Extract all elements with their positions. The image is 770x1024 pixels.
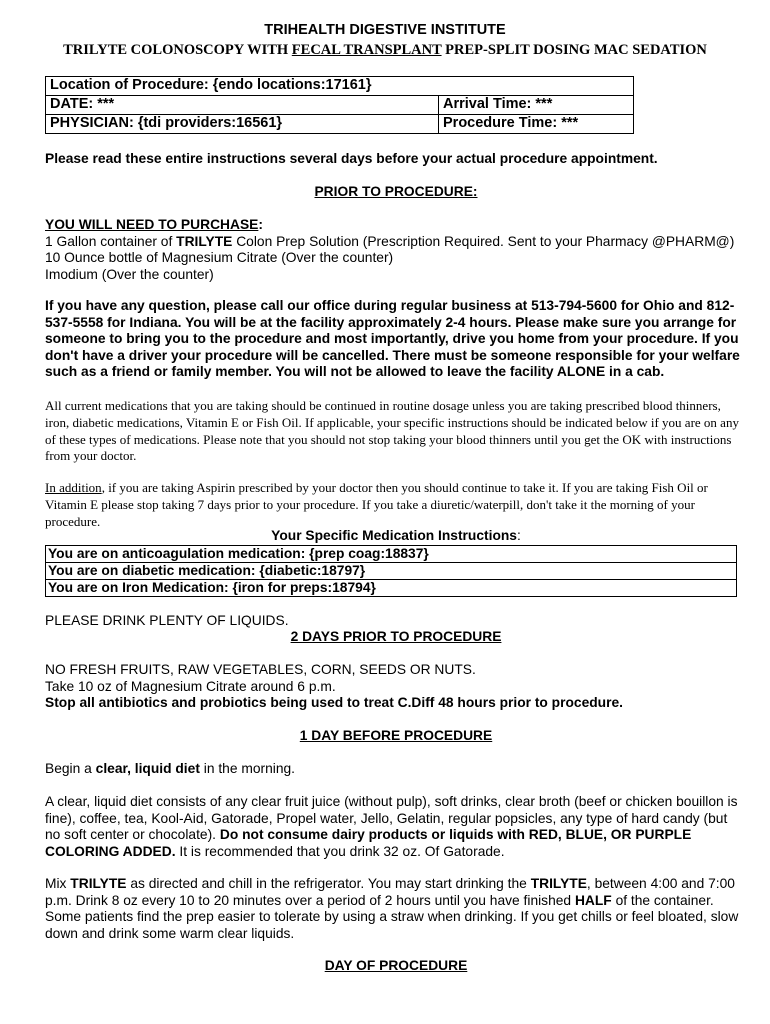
purchase-section <box>45 217 742 283</box>
specific-heading <box>0 528 770 543</box>
location-cell: Location of Procedure: {endo locations:17161} <box>46 77 634 96</box>
specific-heading-colon: : <box>516 528 521 543</box>
one-day-heading: 1 DAY BEFORE PROCEDURE <box>299 728 493 743</box>
subtitle-part: PREP-SPLIT DOSING MAC SEDATION <box>441 42 707 58</box>
mix-emphasis: HALF <box>574 892 612 908</box>
purchase-item: 10 Ounce bottle of Magnesium Citrate (Over the counter) <box>45 250 394 265</box>
purchase-heading-colon: : <box>258 217 263 232</box>
med-row: You are on anticoagulation medication: {prep coag:18837} <box>46 546 737 563</box>
clear-diet-text: A clear, liquid diet consists of any clear fruit juice (without pulp), soft drinks, clear broth (beef or chicken bouillon is fine), coffee, tea, Kool-Aid, Gatorade, Propel water, Jello, Gelatin, regular popsicles, any type of hard candy (but no soft center or chocolate). <box>45 794 738 842</box>
physician-cell: PHYSICIAN: {tdi providers:16561} <box>46 115 439 134</box>
mix-text: as directed and chill in the refrigerator. You may start drinking the <box>126 876 531 891</box>
mix-brand: TRILYTE <box>530 876 587 891</box>
arrival-time-cell: Arrival Time: *** <box>439 96 634 115</box>
med-row: You are on diabetic medication: {diabetic:18797} <box>46 563 737 580</box>
purchase-item-brand: TRILYTE <box>176 233 233 249</box>
mix-brand: TRILYTE <box>70 876 127 891</box>
medications-paragraph: All current medications that you are taking should be continued in routine dosage unless you are taking prescribed blood thinners, iron, diabetic medications, Vitamin E or Fish Oil. If applicable, your specific instructions should be indicated below if you are on any of these types of medications. Please note that you should not stop taking your blood thinners until you get the OK with instructions from your doctor. <box>45 398 739 464</box>
mix-paragraph <box>45 876 742 942</box>
contact-paragraph: If you have any question, please call our office during regular business at 513-794-5600 for Ohio and 812-537-5558 for Indiana. You will be at the facility approximately 2-4 hours. Please make sure you arrange for someone to bring you to the procedure and most importantly, drive you home from your procedure. If you don't have a driver your procedure will be cancelled. There must be someone responsible for your welfare such as a friend or family member. You will not be allowed to leave the facility ALONE in a cab. <box>45 298 740 379</box>
specific-heading-text: Your Specific Medication Instructions <box>271 528 517 543</box>
purchase-item <box>45 234 742 251</box>
addition-text: , if you are taking Aspirin prescribed by your doctor then you should continue to take it. If you are taking Fish Oil or Vitamin E please stop taking 7 days prior to your procedure. If you take a diuretic/waterpill, don't take it the morning of your procedure. <box>45 480 708 529</box>
two-days-line: Stop all antibiotics and probiotics being used to treat C.Diff 48 hours prior to procedure. <box>45 695 623 710</box>
subtitle-emphasis: FECAL TRANSPLANT <box>291 42 442 58</box>
prior-heading: PRIOR TO PROCEDURE: <box>314 184 478 199</box>
two-days-line: Take 10 oz of Magnesium Citrate around 6 p.m. <box>45 678 336 694</box>
begin-diet <box>45 761 742 778</box>
purchase-item: Imodium (Over the counter) <box>45 266 214 282</box>
document-title: TRIHEALTH DIGESTIVE INSTITUTE <box>264 22 506 38</box>
document-subtitle <box>0 42 770 59</box>
clear-diet-text: It is recommended that you drink 32 oz. Of Gatorade. <box>175 843 505 859</box>
purchase-heading <box>45 217 742 234</box>
read-notice: Please read these entire instructions several days before your actual procedure appointment. <box>45 151 658 166</box>
two-days-heading: 2 DAYS PRIOR TO PROCEDURE <box>290 629 502 644</box>
day-of-heading: DAY OF PROCEDURE <box>324 958 468 973</box>
med-row: You are on Iron Medication: {iron for preps:18794} <box>46 580 737 597</box>
mix-text: Mix <box>45 876 71 891</box>
date-cell: DATE: *** <box>46 96 439 115</box>
subtitle-part: TRILYTE COLONOSCOPY WITH <box>63 42 292 58</box>
clear-diet-warning: Do not consume dairy products or liquids with RED, BLUE, OR PURPLE COLORING ADDED. <box>45 827 692 859</box>
drink-liquids: PLEASE DRINK PLENTY OF LIQUIDS. <box>45 613 289 628</box>
two-days-section <box>45 662 742 712</box>
procedure-time-cell: Procedure Time: *** <box>439 115 634 134</box>
mix-text: , between 4:00 and 7:00 p.m. Drink 8 oz every 10 to 20 minutes over a period of 2 hours until you have finished <box>45 876 735 908</box>
medication-instructions-table <box>45 545 737 597</box>
purchase-heading-text: YOU WILL NEED TO PURCHASE <box>45 217 259 232</box>
addition-lead: In addition <box>45 480 102 495</box>
purchase-item-text: 1 Gallon container of <box>45 233 177 249</box>
procedure-info-table <box>45 76 634 134</box>
purchase-item-text: Colon Prep Solution (Prescription Required. Sent to your Pharmacy @PHARM@) <box>232 233 735 249</box>
begin-text: in the morning. <box>199 761 296 776</box>
clear-diet-paragraph <box>45 794 742 860</box>
begin-emphasis: clear, liquid diet <box>95 761 200 776</box>
two-days-line: NO FRESH FRUITS, RAW VEGETABLES, CORN, SEEDS OR NUTS. <box>45 662 476 677</box>
begin-text: Begin a <box>45 761 96 776</box>
addition-paragraph <box>45 480 742 530</box>
mix-text: of the container. Some patients find the prep easier to tolerate by using a straw when drinking. If you get chills or feel bloated, slow down and drink some warm clear liquids. <box>45 892 739 941</box>
